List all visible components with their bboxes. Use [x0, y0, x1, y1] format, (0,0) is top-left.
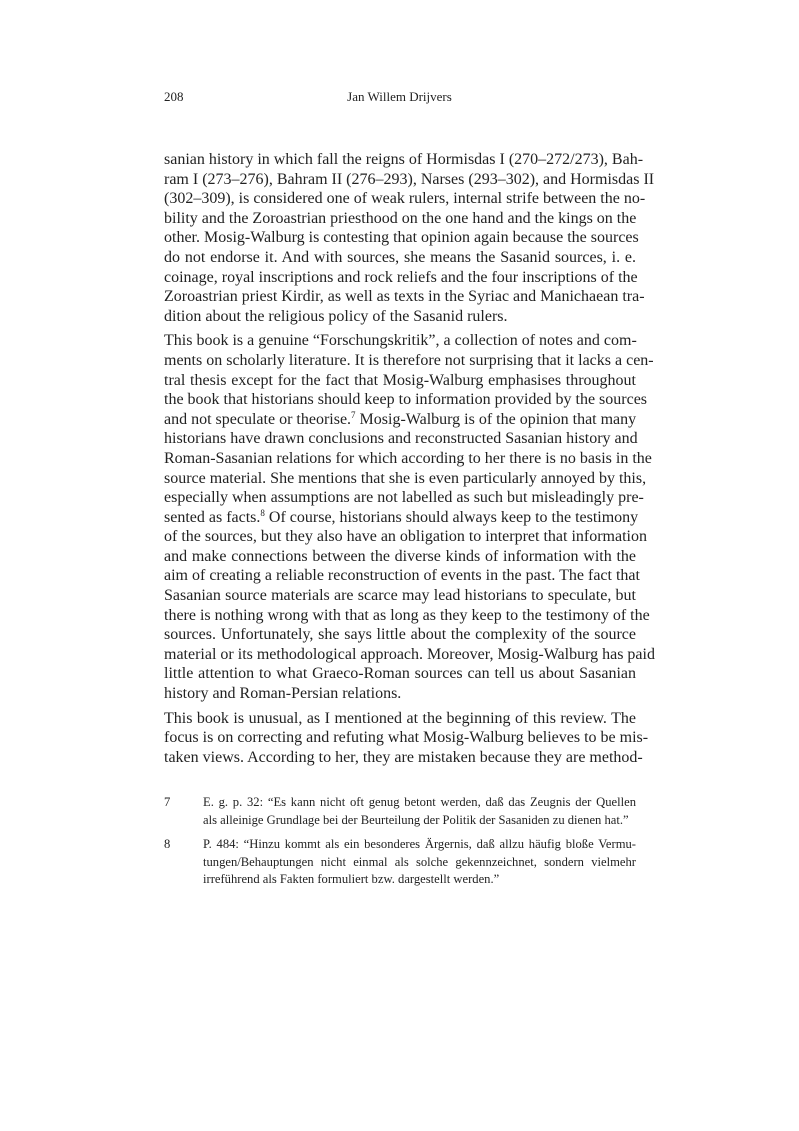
text-line: of the sources, but they also have an obligation to interpret that information — [164, 528, 647, 546]
text-line: history and Roman-Persian relations. — [164, 685, 402, 703]
text-line: (302–309), is considered one of weak rulers, internal strife between the no- — [164, 190, 646, 208]
text-line: ments on scholarly literature. It is therefore not surprising that it lacks a cen- — [164, 351, 654, 369]
text-line: there is nothing wrong with that as long as they keep to the testimony of the — [164, 606, 650, 624]
paragraph — [164, 150, 655, 326]
paragraph — [164, 331, 655, 703]
text-line: focus is on correcting and refuting what Mosig-Walburg believes to be mis- — [164, 729, 649, 747]
text-line: Zoroastrian priest Kirdir, as well as texts in the Syriac and Manichaean tra- — [164, 288, 645, 306]
footnotes — [164, 794, 636, 896]
text-line: This book is unusual, as I mentioned at the beginning of this review. The — [164, 709, 636, 727]
text-line: material or its methodological approach. Moreover, Mosig-Walburg has paid — [164, 645, 655, 663]
footnote-number: 8 — [164, 837, 171, 851]
text-line: als alleinige Grundlage bei der Beurteilung der Politik der Sasaniden zu dienen hat.” — [203, 812, 629, 827]
paragraph — [164, 709, 649, 768]
text-line: other. Mosig-Walburg is contesting that opinion again because the sources — [164, 229, 639, 247]
text-line: source material. She mentions that she is even particularly annoyed by this, — [164, 469, 647, 487]
text-line: taken views. According to her, they are mistaken because they are method- — [164, 748, 643, 766]
text-line: and make connections between the diverse kinds of information with the — [164, 547, 636, 565]
text-line: irreführend als Fakten formuliert bzw. dargestellt werden.” — [203, 872, 500, 886]
text-line: Roman-Sasanian relations for which according to her there is no basis in the — [164, 449, 652, 467]
text-line: sented as facts.$^8$ Of course, historians should always keep to the testimony — [164, 507, 639, 526]
text-line: historians have drawn conclusions and reconstructed Sasanian history and — [164, 430, 638, 448]
text-line: coinage, royal inscriptions and rock reliefs and the four inscriptions of the — [164, 268, 638, 286]
footnote-number: 7 — [164, 795, 171, 809]
text-line: tungen/Behauptungen nicht einmal als solche gekennzeichnet, sondern vielmehr — [203, 854, 636, 869]
text-line: aim of creating a reliable reconstruction of events in the past. The fact that — [164, 567, 640, 585]
text-line: This book is a genuine “Forschungskritik”, a collection of notes and com- — [164, 332, 637, 350]
page-number: 208 — [164, 89, 184, 104]
text-line: dition about the religious policy of the Sasanid rulers. — [164, 307, 508, 325]
text-line: sanian history in which fall the reigns of Hormisdas I (270–272/273), Bah- — [164, 151, 644, 168]
text-line: and not speculate or theorise.$^7$ Mosig-Walburg is of the opinion that many — [164, 409, 637, 428]
footnote — [164, 836, 636, 889]
running-head: Jan Willem Drijvers — [347, 89, 452, 104]
text-line: sources. Unfortunately, she says little about the complexity of the source — [164, 626, 636, 644]
text-line: the book that historians should keep to information provided by the sources — [164, 391, 648, 409]
text-line: P. 484: “Hinzu kommt als ein besonderes Ärgernis, daß allzu häufig bloße Vermu- — [203, 837, 636, 851]
footnote-reference[interactable]: 7 — [351, 409, 356, 420]
text-line: bility and the Zoroastrian priesthood on the one hand and the kings on the — [164, 209, 637, 227]
text-line: E. g. p. 32: “Es kann nicht oft genug betont werden, daß das Zeugnis der Quellen — [203, 795, 636, 809]
body-text — [164, 150, 655, 772]
text-line: do not endorse it. And with sources, she means the Sasanid sources, i. e. — [164, 248, 636, 266]
footnote-reference[interactable]: 8 — [260, 507, 265, 518]
text-line: ram I (273–276), Bahram II (276–293), Narses (293–302), and Hormisdas II — [164, 170, 655, 188]
text-line: tral thesis except for the fact that Mosig-Walburg emphasises throughout — [164, 371, 636, 389]
text-line: especially when assumptions are not labelled as such but misleadingly pre- — [164, 489, 644, 507]
text-line: Sasanian source materials are scarce may lead historians to speculate, but — [164, 587, 636, 605]
text-line: little attention to what Graeco-Roman sources can tell us about Sasanian — [164, 665, 636, 683]
footnote — [164, 794, 636, 829]
